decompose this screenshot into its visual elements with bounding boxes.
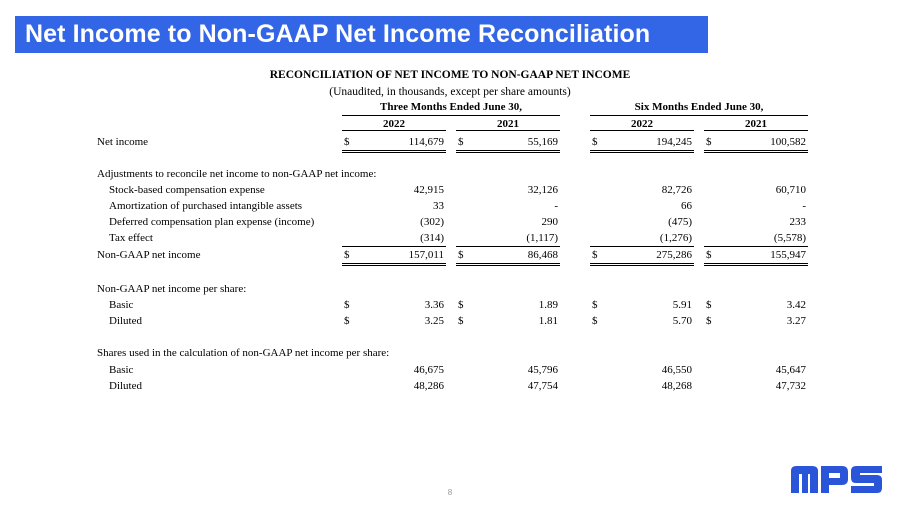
- table-row-per-share-diluted: [0, 315, 900, 331]
- table-row-amortization: [0, 200, 900, 216]
- table-row-deferred-compensation: [0, 216, 900, 232]
- title-banner: [15, 16, 708, 53]
- value-cell: 47,754: [527, 380, 558, 392]
- value-cell: $ 3.36: [344, 299, 444, 311]
- value-cell: $ 1.89: [458, 299, 558, 311]
- row-label: Non-GAAP net income: [97, 249, 201, 261]
- value-cell: $ 1.81: [458, 315, 558, 327]
- year-header: 2021: [456, 118, 560, 131]
- year-header: 2022: [590, 118, 694, 131]
- table-subtitle: (Unaudited, in thousands, except per share amounts): [329, 86, 571, 98]
- row-label: Net income: [97, 136, 149, 148]
- row-label: Tax effect: [109, 232, 153, 244]
- value-cell: $ 3.42: [706, 299, 806, 311]
- table-title: RECONCILIATION OF NET INCOME TO NON-GAAP NET INCOME: [269, 69, 631, 81]
- value-cell: $ 100,582: [704, 136, 808, 153]
- row-label: Deferred compensation plan expense (income): [109, 216, 315, 228]
- row-label: Basic: [109, 364, 134, 376]
- value-cell: 290: [541, 216, 558, 228]
- value-cell: $ 5.70: [592, 315, 692, 327]
- value-cell: 60,710: [775, 184, 806, 196]
- table-row-non-gaap-net-income: [0, 249, 900, 265]
- row-label: Non-GAAP net income per share:: [97, 283, 247, 295]
- group-header-six-months: Six Months Ended June 30,: [634, 101, 764, 113]
- value-cell: 66: [681, 200, 692, 212]
- table-row-shares-diluted: [0, 380, 900, 396]
- row-label: Diluted: [109, 315, 142, 327]
- value-cell: $ 3.27: [706, 315, 806, 327]
- value-cell: (475): [668, 216, 692, 228]
- value-cell: 48,286: [413, 380, 444, 392]
- value-cell: 46,550: [661, 364, 692, 376]
- value-cell: 47,732: [775, 380, 806, 392]
- value-cell: $ 275,286: [590, 249, 694, 266]
- row-label: Shares used in the calculation of non-GAAP net income per share:: [97, 347, 390, 359]
- value-cell: (1,276): [590, 232, 694, 247]
- value-cell: $ 155,947: [704, 249, 808, 266]
- row-label: Adjustments to reconcile net income to non-GAAP net income:: [97, 168, 377, 180]
- group-underline: [342, 115, 560, 116]
- value-cell: 45,796: [527, 364, 558, 376]
- value-cell: 42,915: [413, 184, 444, 196]
- value-cell: $ 3.25: [344, 315, 444, 327]
- value-cell: (1,117): [456, 232, 560, 247]
- year-header: 2022: [342, 118, 446, 131]
- table-row-per-share-basic: [0, 299, 900, 315]
- value-cell: -: [802, 200, 806, 212]
- value-cell: $ 5.91: [592, 299, 692, 311]
- value-cell: $ 86,468: [456, 249, 560, 266]
- value-cell: 48,268: [661, 380, 692, 392]
- value-cell: (314): [342, 232, 446, 247]
- value-cell: $ 157,011: [342, 249, 446, 266]
- year-header: 2021: [704, 118, 808, 131]
- value-cell: 46,675: [413, 364, 444, 376]
- mps-logo: [790, 463, 884, 495]
- group-header-three-months: Three Months Ended June 30,: [380, 101, 522, 113]
- value-cell: -: [554, 200, 558, 212]
- value-cell: (5,578): [704, 232, 808, 247]
- row-label: Stock-based compensation expense: [109, 184, 265, 196]
- value-cell: (302): [420, 216, 444, 228]
- table-row-tax-effect: [0, 232, 900, 248]
- value-cell: $ 114,679: [342, 136, 446, 153]
- value-cell: 233: [789, 216, 806, 228]
- section-header-per-share: [0, 283, 900, 299]
- value-cell: $ 194,245: [590, 136, 694, 153]
- value-cell: $ 55,169: [456, 136, 560, 153]
- table-row-stock-based-compensation: [0, 184, 900, 200]
- section-header-adjustments: [0, 168, 900, 184]
- value-cell: 45,647: [775, 364, 806, 376]
- section-header-shares: [0, 347, 900, 363]
- table-row-shares-basic: [0, 364, 900, 380]
- row-label: Amortization of purchased intangible assets: [109, 200, 303, 212]
- value-cell: 82,726: [661, 184, 692, 196]
- row-label: Basic: [109, 299, 134, 311]
- group-underline: [590, 115, 808, 116]
- row-label: Diluted: [109, 380, 142, 392]
- value-cell: 32,126: [527, 184, 558, 196]
- page-number: 8: [447, 488, 453, 497]
- page-title: Net Income to Non-GAAP Net Income Reconciliation: [25, 20, 651, 48]
- table-row-net-income: [0, 136, 900, 152]
- value-cell: 33: [433, 200, 444, 212]
